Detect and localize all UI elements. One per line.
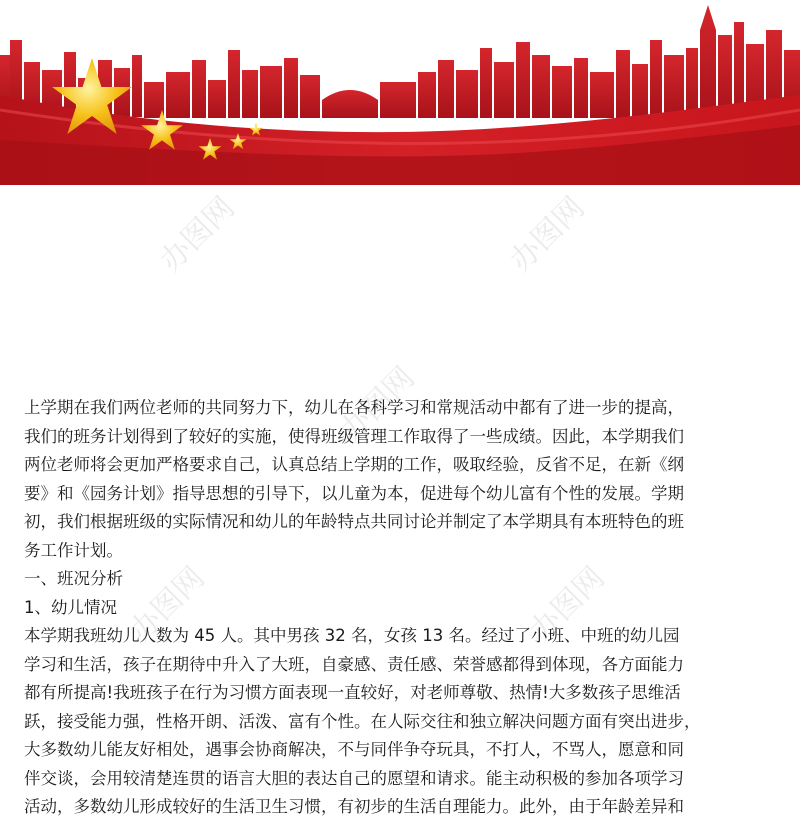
- article-line: 务工作计划。: [24, 540, 123, 560]
- article-line: 要》和《园务计划》指导思想的引导下，以儿童为本，促进每个幼儿富有个性的发展。学期: [24, 483, 684, 503]
- article-line: 本学期我班幼儿人数为 45 人。其中男孩 32 名，女孩 13 名。经过了小班、中班的幼儿园: [24, 626, 680, 645]
- article-line: 跃，接受能力强，性格开朗、活泼、富有个性。在人际交往和独立解决问题方面有突出进步，: [24, 711, 701, 731]
- watermark: 办图网: [153, 190, 242, 279]
- article-body: [24, 394, 786, 822]
- article-line: 两位老师将会更加严格要求自己，认真总结上学期的工作，吸取经验，反省不足，在新《纲: [24, 455, 684, 474]
- article-line: 初，我们根据班级的实际情况和幼儿的年龄特点共同讨论并制定了本学期具有本班特色的班: [24, 512, 684, 531]
- subsection-heading: 1、幼儿情况: [24, 597, 117, 617]
- article-line: 我们的班务计划得到了较好的实施，使得班级管理工作取得了一些成绩。因此，本学期我们: [24, 426, 684, 446]
- watermark: 办图网: [523, 560, 612, 649]
- section-heading: 一、班况分析: [24, 569, 123, 588]
- article-line: 上学期在我们两位老师的共同努力下，幼儿在各科学习和常规活动中都有了进一步的提高，: [24, 398, 684, 417]
- watermark: 办图网: [123, 560, 212, 649]
- article-line: 大多数幼儿能友好相处，遇事会协商解决，不与同伴争夺玩具，不打人，不骂人，愿意和同: [24, 740, 684, 759]
- city-skyline: [0, 5, 800, 118]
- watermark: 办图网: [503, 190, 592, 279]
- article-line: 学习和生活，孩子在期待中升入了大班，自豪感、责任感、荣誉感都得到体现，各方面能力: [24, 654, 684, 674]
- article-line: 活动，多数幼儿形成较好的生活卫生习惯，有初步的生活自理能力。此外，由于年龄差异和: [24, 797, 684, 816]
- article-line: 伴交谈，会用较清楚连贯的语言大胆的表达自己的愿望和请求。能主动积极的参加各项学习: [24, 768, 684, 788]
- watermark: 办图网: [333, 360, 422, 449]
- header-banner: [0, 0, 800, 185]
- article-line: 都有所提高!我班孩子在行为习惯方面表现一直较好，对老师尊敬、热情!大多数孩子思维活: [24, 683, 681, 702]
